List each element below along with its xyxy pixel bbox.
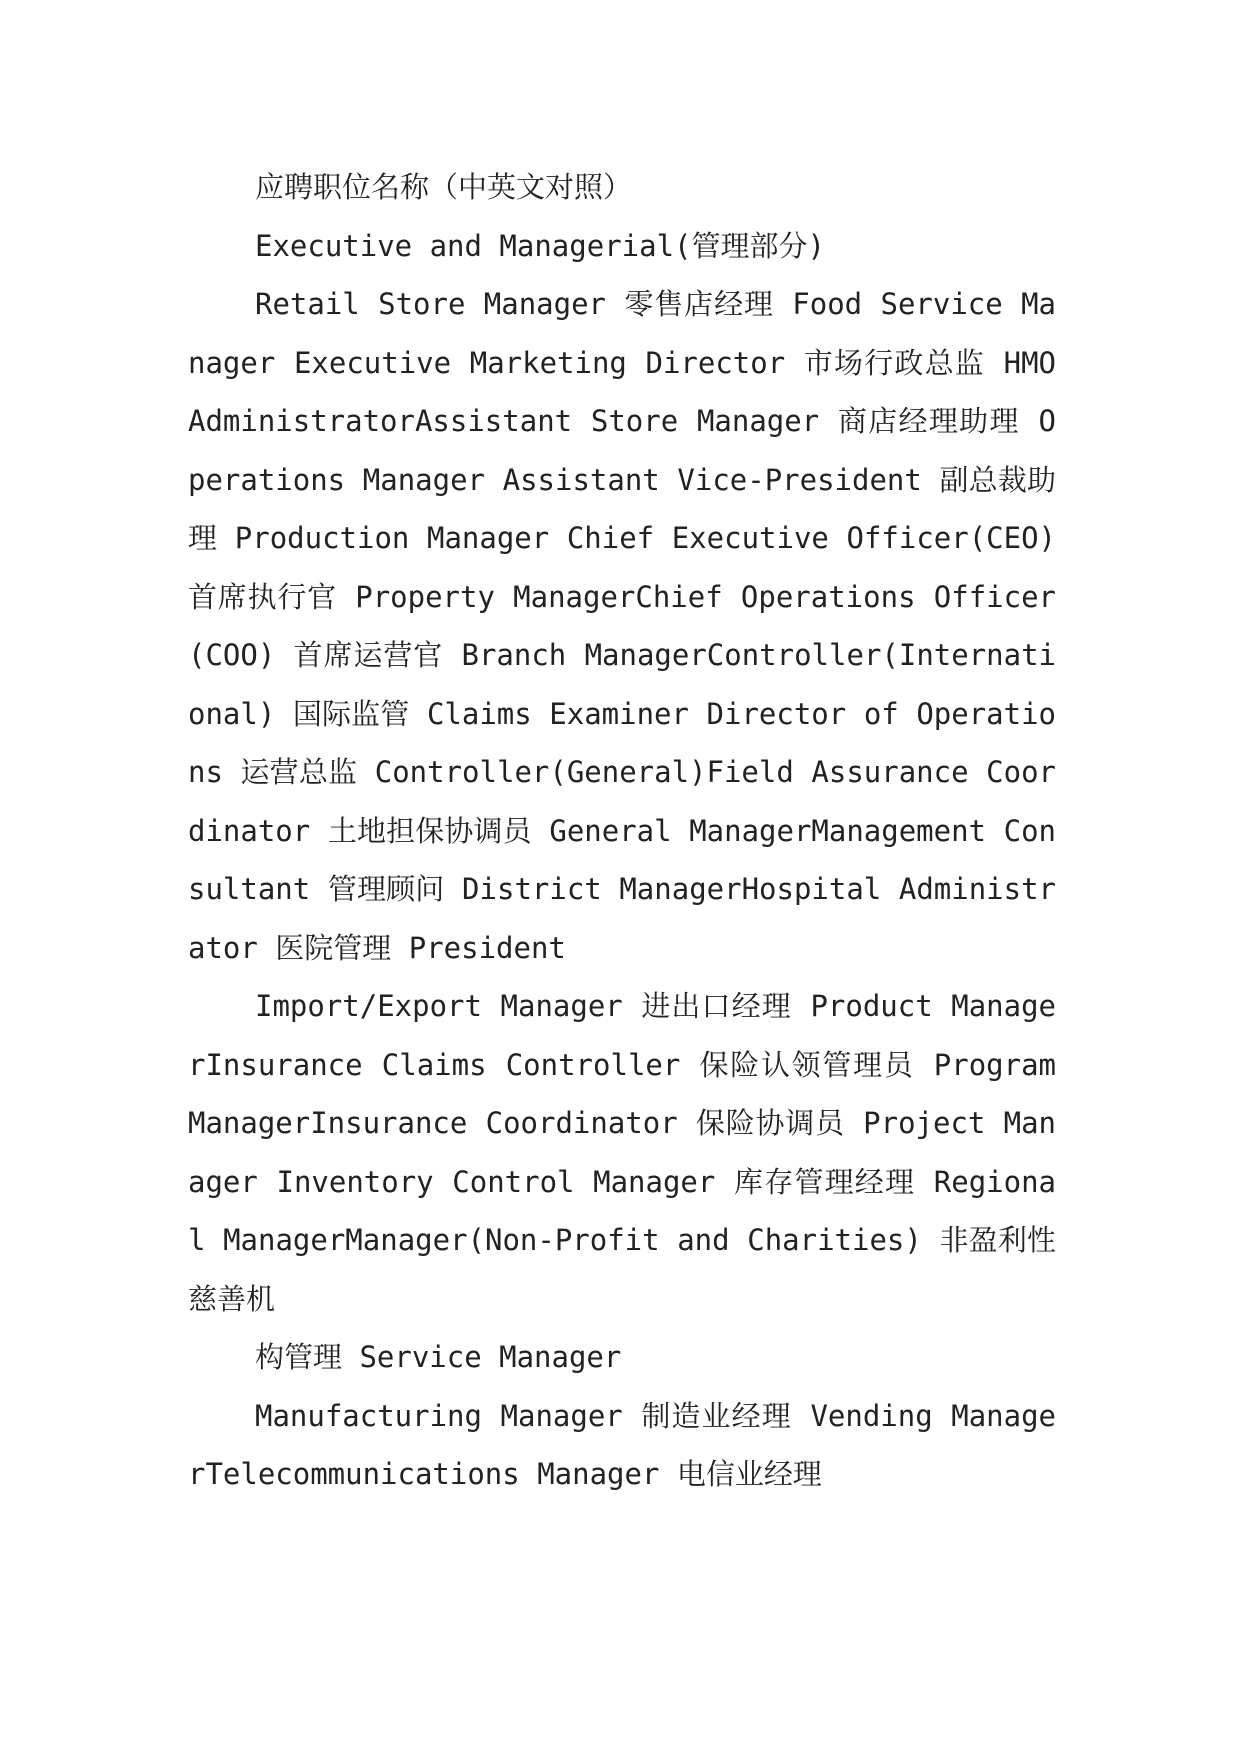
job-titles-paragraph: Import/Export Manager 进出口经理 Product ManagerInsurance Claims Controller 保险认领管理员 Program ManagerInsurance Coordinator 保险协调员 Project Manager Inventory Control Manager 库存管理经理 Regional ManagerManager(Non-Profit and Charities) 非盈利性慈善机	[188, 989, 1056, 1316]
heading-paragraph: 应聘职位名称（中英文对照）	[255, 170, 633, 204]
job-titles-paragraph: 构管理 Service Manager	[255, 1340, 622, 1374]
job-titles-paragraph: Manufacturing Manager 制造业经理 Vending ManagerTelecommunications Manager 电信业经理	[188, 1398, 1056, 1491]
document-body	[188, 158, 1056, 1504]
job-titles-paragraph: Retail Store Manager 零售店经理 Food Service Manager Executive Marketing Director 市场行政总监 HMO AdministratorAssistant Store Manager 商店经理助理 Operations Manager Assistant Vice-President 副总裁助理 Production Manager Chief Executive Officer(CEO) 首席执行官 Property ManagerChief Operations Officer(COO) 首席运营官 Branch ManagerController(International) 国际监管 Claims Examiner Director of Operations 运营总监 Controller(General)Field Assurance Coordinator 土地担保协调员 General ManagerManagement Consultant 管理顾问 District ManagerHospital Administrator 医院管理 President	[188, 287, 1056, 965]
section-title-paragraph: Executive and Managerial(管理部分)	[255, 228, 825, 263]
